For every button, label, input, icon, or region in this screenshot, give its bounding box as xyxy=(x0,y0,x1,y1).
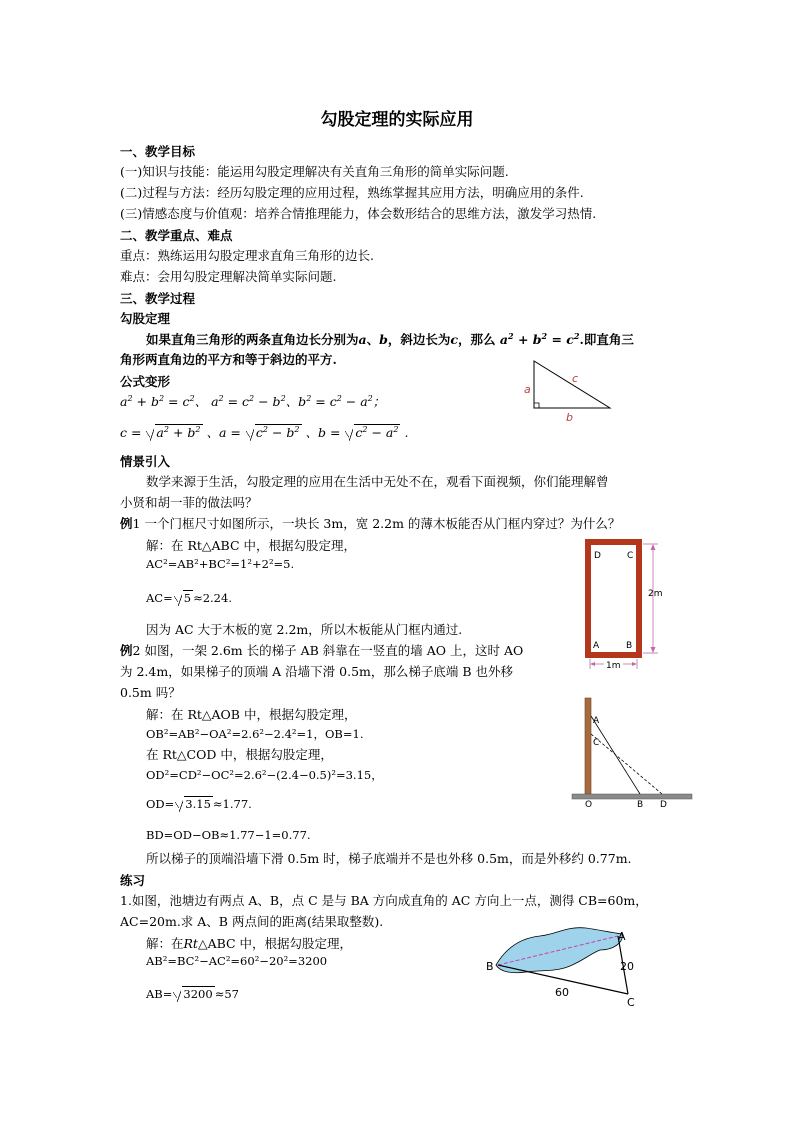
section-heading-process: 三、教学过程 xyxy=(120,291,196,306)
od-result: ≈1.77. xyxy=(212,797,252,811)
ac-radicand: 5 xyxy=(183,591,192,605)
example-2-solution-2: 在 Rt△COD 中，根据勾股定理， xyxy=(146,747,333,762)
practice-heading: 练习 xyxy=(120,873,146,888)
practice-question-line-2: AC=20m.求 A、B 两点间的距离(结果取整数). xyxy=(120,914,384,929)
triangle-label-c: c xyxy=(572,372,579,385)
goal-item-2: (二)过程与方法：经历勾股定理的应用过程，熟练掌握其应用方法，明确应用的条件. xyxy=(120,185,584,200)
triangle-label-b: b xyxy=(566,411,573,424)
theorem-text-d: .即直角三 xyxy=(579,332,634,347)
goal-item-3: (三)情感态度与价值观：培养合情推理能力，体会数形结合的思维方法，激发学习热情. xyxy=(120,206,597,221)
scene-line-1: 数学来源于生活，勾股定理的应用在生活中无处不在，观看下面视频，你们能理解曾 xyxy=(146,474,609,489)
example-2-text-1: 2 如图，一架 2.6m 长的梯子 AB 斜靠在一竖直的墙 AO 上，这时 AO xyxy=(132,643,524,658)
key-point: 重点：熟练运用勾股定理求直角三角形的边长. xyxy=(120,248,374,263)
example-2-equation-1: OB²=AB²−OA²=2.6²−2.4²=1，OB=1. xyxy=(146,727,364,741)
pond-figure xyxy=(482,920,652,1012)
formula-heading: 公式变形 xyxy=(120,374,171,389)
example-2-od xyxy=(146,797,252,811)
theorem-heading: 勾股定理 xyxy=(120,311,171,326)
pond-side-20: 20 xyxy=(620,960,634,973)
section-heading-key-points: 二、教学重点、难点 xyxy=(120,228,233,243)
example-2-line-2: 为 2.4m，如果梯子的顶端 A 沿墙下滑 0.5m，那么梯子底端 B 也外移 xyxy=(120,664,514,679)
ladder-label-a: A xyxy=(593,716,600,726)
theorem-text-c: ，那么 xyxy=(458,332,496,347)
practice-solution-rt: Rt xyxy=(183,936,198,951)
scene-line-2: 小贤和胡一菲的做法吗？ xyxy=(120,495,258,510)
theorem-formula: $a^2 + b^2 = c^2$ xyxy=(499,331,580,347)
goal-item-1: (一)知识与技能：能运用勾股定理解决有关直角三角形的简单实际问题. xyxy=(120,164,509,179)
ladder-label-d: D xyxy=(660,800,667,808)
door-label-b: B xyxy=(626,641,633,651)
door-label-c: C xyxy=(627,551,634,561)
example-2-line-3: 0.5m 吗？ xyxy=(120,685,181,700)
ac-prefix: AC= xyxy=(146,591,173,605)
formula-roots: $c = a^2 + b^2$ 、$a = c^2 - b^2$ 、$b = c^2 - a^2$ . xyxy=(120,425,409,440)
ab-result: ≈57 xyxy=(214,987,239,1001)
practice-solution-prefix: 解：在 xyxy=(146,936,184,951)
ladder-label-b: B xyxy=(637,800,644,808)
var-a: a xyxy=(358,332,367,347)
ab-radicand: 3200 xyxy=(183,987,213,1001)
practice-question-line-1: 1.如图，池塘边有两点 A、B，点 C 是与 BA 方向成直角的 AC 方向上一点，测得 CB=60m， xyxy=(120,893,648,908)
example-1-text: 1 一个门框尺寸如图所示，一块长 3m，宽 2.2m 的薄木板能否从门框内穿过？为什么？ xyxy=(132,516,621,531)
ladder-label-o: O xyxy=(585,800,593,808)
door-frame-figure xyxy=(576,535,668,673)
var-b: b xyxy=(379,332,388,347)
practice-equation: AB²=BC²−AC²=60²−20²=3200 xyxy=(146,954,328,968)
theorem-text-a: 如果直角三角形的两条直角边长分别为 xyxy=(146,332,359,347)
practice-ab xyxy=(146,987,239,1001)
door-label-d: D xyxy=(594,551,601,561)
theorem-text-b: ，斜边长为 xyxy=(387,332,451,347)
od-radicand: 3.15 xyxy=(185,797,211,811)
theorem-line-2: 角形两直角边的平方和等于斜边的平方. xyxy=(120,352,337,367)
example-1-ac xyxy=(146,591,232,605)
right-triangle-figure xyxy=(520,355,620,427)
door-width-label: 1m xyxy=(606,661,621,671)
pond-label-c: C xyxy=(627,996,635,1009)
example-1-equation: AC²=AB²+BC²=1²+2²=5. xyxy=(146,557,295,571)
theorem-line-1 xyxy=(146,330,634,348)
example-1-conclusion: 因为 AC 大于木板的宽 2.2m，所以木板能从门框内通过. xyxy=(146,622,463,637)
example-1-label: 例 xyxy=(120,516,133,531)
example-2-label: 例 xyxy=(120,643,133,658)
section-heading-goals: 一、教学目标 xyxy=(120,144,196,159)
practice-solution-text: △ABC 中，根据勾股定理， xyxy=(197,936,353,951)
example-1-solution: 解：在 Rt△ABC 中，根据勾股定理， xyxy=(146,538,357,553)
var-c: c xyxy=(450,332,459,347)
example-2-solution-1: 解：在 Rt△AOB 中，根据勾股定理， xyxy=(146,707,357,722)
ab-prefix: AB= xyxy=(146,987,173,1001)
pond-label-b: B xyxy=(486,960,494,973)
door-label-a: A xyxy=(593,641,600,651)
example-1-question xyxy=(120,514,620,532)
scene-heading: 情景引入 xyxy=(120,454,171,469)
page-title: 勾股定理的实际应用 xyxy=(320,110,474,130)
pond-label-a: A xyxy=(618,930,626,943)
practice-solution xyxy=(146,934,352,952)
pond-side-60: 60 xyxy=(555,986,569,999)
od-prefix: OD= xyxy=(146,797,175,811)
example-2-conclusion: 所以梯子的顶端沿墙下滑 0.5m 时，梯子底端并不是也外移 0.5m，而是外移约 0.77m. xyxy=(146,851,632,866)
triangle-label-a: a xyxy=(524,383,531,396)
formula-squares: $a^2 + b^2 = c^2$、 $a^2 = c^2 - b^2$、$b^2 = c^2 - a^2$； xyxy=(120,394,386,409)
ladder-label-c: C xyxy=(593,738,600,748)
ladder-figure xyxy=(570,696,694,808)
example-2-bd: BD=OD−OB≈1.77−1=0.77. xyxy=(146,828,311,842)
ac-result: ≈2.24. xyxy=(193,591,232,605)
difficult-point: 难点：会用勾股定理解决简单实际问题. xyxy=(120,269,337,284)
door-height-label: 2m xyxy=(648,589,663,599)
example-2-equation-2: OD²=CD²−OC²=2.6²−(2.4−0.5)²=3.15， xyxy=(146,768,383,782)
var-separator: 、 xyxy=(366,332,380,347)
example-2-line-1 xyxy=(120,641,523,659)
